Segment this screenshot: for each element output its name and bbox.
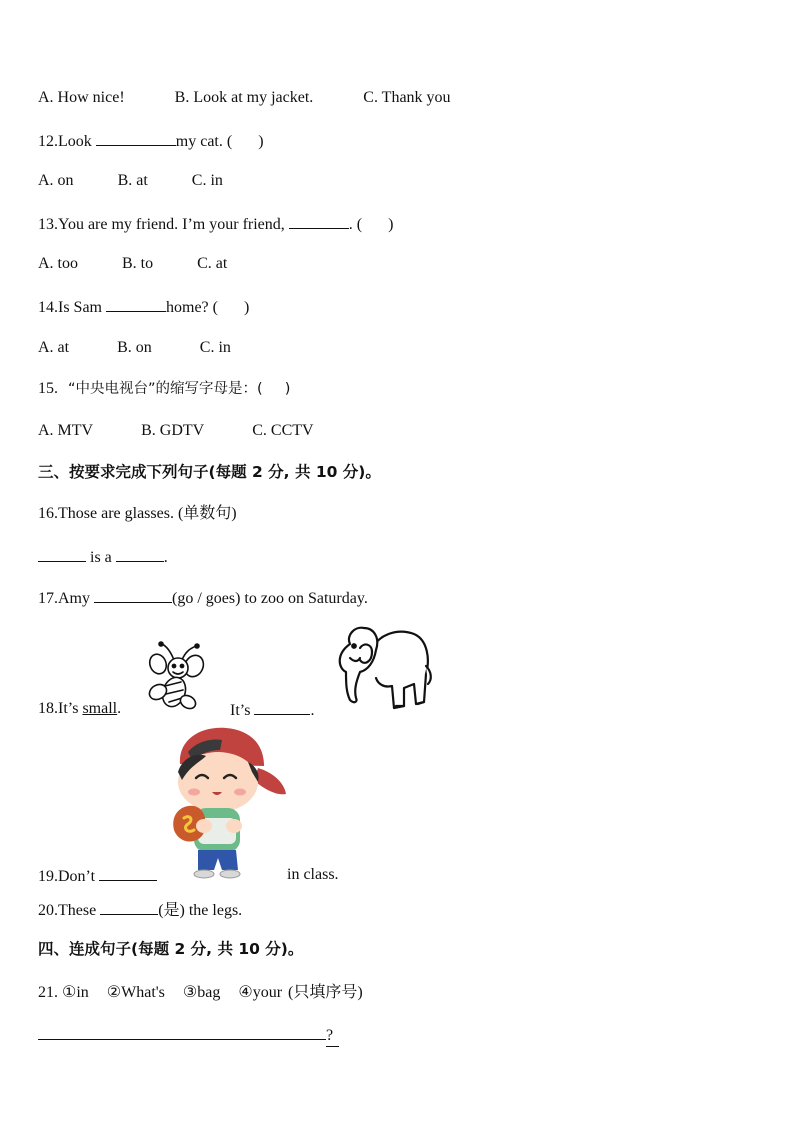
q21-word-3: ③bag [182, 984, 221, 1001]
q19-text-post: in class. [287, 866, 339, 883]
section-3-heading: 三、按要求完成下列句子(每题 2 分, 共 10 分)。 [38, 463, 381, 481]
q16-answer-line [38, 546, 168, 568]
q18-question [38, 699, 121, 719]
q14-answer-blank[interactable] [106, 296, 166, 312]
q18-text-pre: It’s [58, 700, 83, 717]
q15-paren-close: ) [284, 381, 291, 397]
q18-second-pre: It’s [230, 702, 255, 719]
q14-question [38, 296, 249, 318]
q16-answer-blank-1[interactable] [38, 546, 86, 562]
q13-text-post: . ( [348, 216, 363, 233]
q20-question [38, 899, 242, 921]
q21-question [38, 983, 363, 1003]
q15-number: 15. [38, 380, 58, 397]
q21-number: 21. [38, 984, 62, 1001]
q15-option-c: C. CCTV [252, 422, 314, 439]
q14-option-b: B. on [117, 339, 152, 356]
q21-word-2: ②What's [106, 984, 165, 1001]
q19-question [38, 865, 157, 887]
q12-text-post: my cat. ( [175, 133, 233, 150]
q16-text: Those are glasses. (单数句) [58, 505, 237, 522]
q17-text-post: (go / goes) to zoo on Saturday. [172, 590, 368, 607]
elephant-picture [332, 622, 434, 714]
q19-number: 19. [38, 868, 58, 885]
q12-option-b: B. at [117, 172, 148, 189]
q14-option-a: A. at [38, 339, 70, 356]
q12-number: 12. [38, 133, 58, 150]
q19-text-pre: Don’t [58, 868, 100, 885]
q14-number: 14. [38, 299, 58, 316]
q15-option-a: A. MTV [38, 422, 94, 439]
q18-text-post: . [117, 700, 122, 717]
q15-text: “中央电视台”的缩写字母是：( [68, 381, 263, 397]
q19-answer-blank[interactable] [99, 865, 157, 881]
q18-second-sentence [230, 699, 314, 721]
q21-answer-blank[interactable] [38, 1024, 326, 1040]
q20-answer-blank[interactable] [100, 899, 158, 915]
q12-paren-close: ) [258, 133, 264, 150]
q14-paren-close: ) [243, 299, 250, 316]
q12-option-c: C. in [191, 172, 223, 189]
bee-picture [144, 640, 208, 712]
q12-option-a: A. on [38, 172, 74, 189]
q13-option-c: C. at [197, 255, 228, 272]
q13-option-b: B. to [122, 255, 154, 272]
q21-word-4: ④your [238, 984, 283, 1001]
q13-text-pre: You are my friend. I’m your friend, [58, 216, 289, 233]
q18-answer-blank[interactable] [254, 699, 310, 715]
q20-text-post: (是) the legs. [158, 902, 243, 919]
q12-question [38, 130, 264, 152]
q21-answer-line [38, 1024, 339, 1047]
section-4-heading: 四、连成句子(每题 2 分, 共 10 分)。 [38, 940, 304, 958]
q18-number: 18. [38, 700, 58, 717]
q17-answer-blank[interactable] [94, 587, 172, 603]
q17-text-pre: Amy [58, 590, 94, 607]
q18-underlined-word: small [82, 700, 118, 717]
q15-question [38, 379, 290, 399]
boy-eating-picture [160, 722, 290, 882]
q13-option-a: A. too [38, 255, 78, 272]
q12-options [38, 171, 223, 191]
q11-options [38, 88, 451, 108]
q11-option-a: A. How nice! [38, 89, 125, 106]
q21-note: (只填序号) [288, 984, 363, 1001]
q12-answer-blank[interactable] [96, 130, 176, 146]
q14-option-c: C. in [199, 339, 231, 356]
q14-text-post: home? ( [166, 299, 218, 316]
q17-number: 17. [38, 590, 58, 607]
q13-question [38, 213, 393, 235]
q11-option-c: C. Thank you [363, 89, 451, 106]
q16-question [38, 504, 237, 524]
q15-options [38, 421, 314, 441]
q17-question [38, 587, 368, 609]
q14-text-pre: Is Sam [58, 299, 106, 316]
q21-word-1: ①in [62, 984, 89, 1001]
q16-number: 16. [38, 505, 58, 522]
q18-second-end: . [310, 702, 315, 719]
q16-answer-end: . [163, 549, 168, 566]
q15-option-b: B. GDTV [141, 422, 205, 439]
q13-number: 13. [38, 216, 58, 233]
q20-number: 20. [38, 902, 58, 919]
q16-answer-blank-2[interactable] [116, 546, 164, 562]
q13-paren-close: ) [388, 216, 394, 233]
q13-answer-blank[interactable] [289, 213, 349, 229]
q14-options [38, 338, 231, 358]
q16-answer-mid: is a [86, 549, 116, 566]
q12-text-pre: Look [58, 133, 96, 150]
q20-text-pre: These [58, 902, 101, 919]
q21-end-mark: ? [326, 1026, 339, 1047]
q13-options [38, 254, 227, 274]
q11-option-b: B. Look at my jacket. [174, 89, 314, 106]
